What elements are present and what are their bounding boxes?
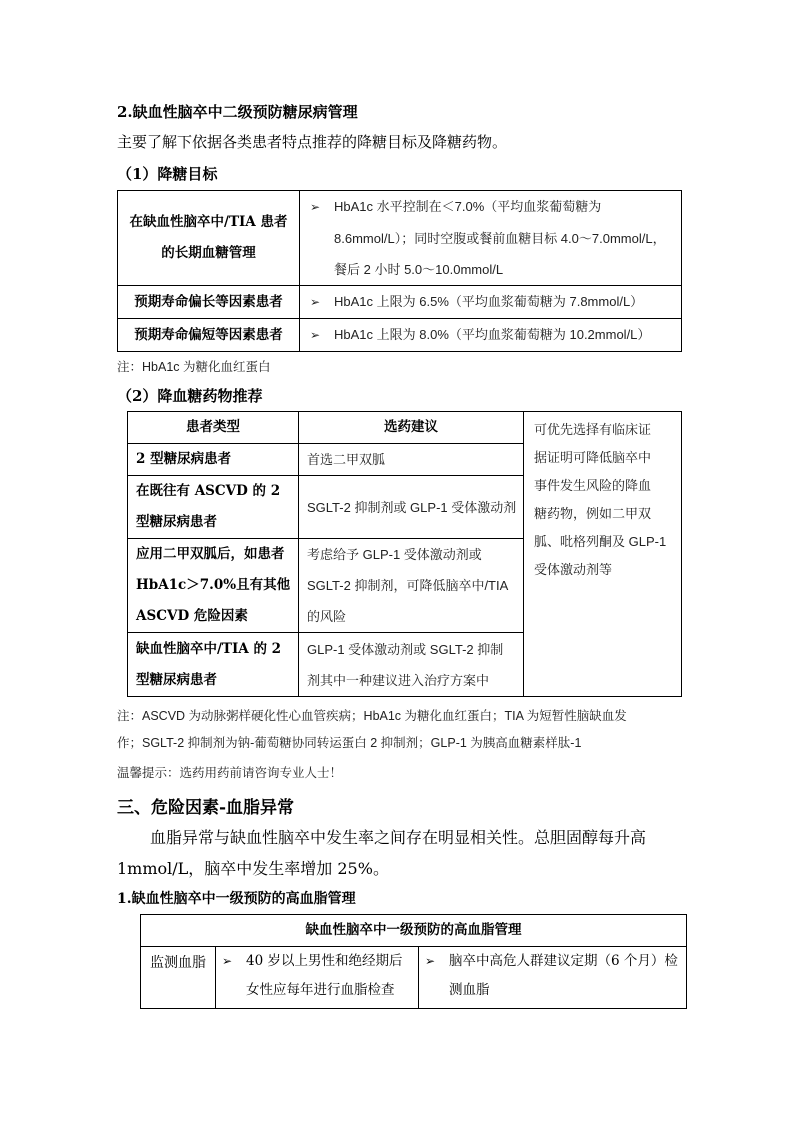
table-header-cell — [128, 412, 299, 444]
drug-recommendation-table — [127, 411, 682, 697]
row-label: 监测血脂 — [150, 955, 206, 971]
patient-type-line: ASCVD 危险因素 — [136, 608, 248, 624]
tip-text: 温馨提示：选药用药前请咨询专业人士！ — [117, 765, 343, 780]
column-header: 患者类型 — [186, 419, 240, 435]
patient-type-line: 2 型糖尿病患者 — [136, 451, 232, 467]
row-label-line: 的长期血糖管理 — [161, 245, 256, 261]
patient-type-line: 应用二甲双胍后，如患者 — [136, 546, 285, 562]
value-line: 脑卒中高危人群建议定期（6 个月）检 — [449, 953, 678, 969]
advice-cell — [299, 476, 524, 539]
table-cell-value — [300, 191, 682, 286]
arrow-bullet-icon: ➢ — [425, 954, 436, 968]
advice-cell — [299, 539, 524, 633]
subheading-lipid: 1.缺血性脑卒中一级预防的高血脂管理 — [117, 891, 356, 907]
table-note-line: 作；SGLT-2 抑制剂为钠-葡萄糖协同转运蛋白 2 抑制剂；GLP-1 为胰高血糖素样肽-1 — [117, 736, 582, 750]
table-cell-value — [216, 947, 419, 1009]
side-note-line: 糖药物，例如二甲双 — [534, 506, 652, 521]
row-label-line: 预期寿命偏短等因素患者 — [134, 326, 283, 343]
value-line: 测血脂 — [449, 982, 490, 998]
row-label-line: 预期寿命偏长等因素患者 — [134, 293, 283, 310]
table-title-cell — [141, 915, 687, 947]
side-note-line: 据证明可降低脑卒中 — [534, 450, 652, 465]
patient-type-line: HbA1c＞7.0%且有其他 — [136, 577, 291, 593]
patient-type-cell — [128, 539, 299, 633]
value-line: HbA1c 上限为 8.0%（平均血浆葡萄糖为 10.2mmol/L） — [334, 327, 651, 342]
arrow-bullet-icon: ➢ — [310, 200, 321, 214]
patient-type-line: 在既往有 ASCVD 的 2 — [136, 483, 281, 499]
patient-type-line: 型糖尿病患者 — [136, 671, 217, 688]
table-cell-label — [118, 286, 300, 319]
advice-line: SGLT-2 抑制剂，可降低脑卒中/TIA — [307, 578, 509, 593]
subheading-glucose-target: （1）降糖目标 — [117, 165, 218, 183]
patient-type-cell — [128, 633, 299, 697]
table-cell-value — [300, 286, 682, 319]
row-label-line: 在缺血性脑卒中/TIA 患者 — [129, 214, 288, 230]
patient-type-line: 型糖尿病患者 — [136, 514, 217, 530]
value-line: 女性应每年进行血脂检查 — [246, 982, 395, 998]
patient-type-cell — [128, 476, 299, 539]
table-cell-value — [300, 319, 682, 352]
table-cell-label — [141, 947, 216, 1009]
section-heading: 2.缺血性脑卒中二级预防糖尿病管理 — [117, 103, 358, 121]
paragraph-line: 1mmol/L，脑卒中发生率增加 25%。 — [117, 859, 389, 878]
advice-line: SGLT-2 抑制剂或 GLP-1 受体激动剂 — [307, 499, 517, 515]
lipid-management-table — [140, 914, 687, 1009]
side-note-line: 可优先选择有临床证 — [534, 422, 652, 437]
table-header-cell — [299, 412, 524, 444]
section-heading: 三、危险因素-血脂异常 — [117, 798, 295, 818]
advice-line: 考虑给予 GLP-1 受体激动剂或 — [307, 547, 482, 562]
advice-cell — [299, 633, 524, 697]
advice-cell — [299, 444, 524, 476]
subheading-drug-recommendation: （2）降血糖药物推荐 — [117, 387, 263, 405]
side-note-line: 受体激动剂等 — [534, 562, 613, 577]
table-title: 缺血性脑卒中一级预防的高血脂管理 — [305, 922, 522, 938]
side-note-line: 事件发生风险的降血 — [534, 478, 652, 493]
value-line: 餐后 2 小时 5.0～10.0mmol/L — [334, 262, 504, 277]
table-cell-label — [118, 191, 300, 286]
glucose-target-table — [117, 190, 682, 352]
advice-line: 的风险 — [307, 609, 347, 624]
table-note-line: 注：ASCVD 为动脉粥样硬化性心血管疾病；HbA1c 为糖化血红蛋白；TIA 为短暂性脑缺血发 — [117, 709, 627, 723]
patient-type-line: 缺血性脑卒中/TIA 的 2 — [136, 640, 282, 657]
value-line: 8.6mmol/L）；同时空腹或餐前血糖目标 4.0～7.0mmol/L， — [334, 231, 666, 246]
table-note: 注：HbA1c 为糖化血红蛋白 — [117, 360, 271, 374]
advice-line: 首选二甲双胍 — [307, 452, 386, 467]
arrow-bullet-icon: ➢ — [310, 295, 321, 309]
patient-type-cell — [128, 444, 299, 476]
side-note-line: 胍、吡格列酮及 GLP-1 — [534, 534, 667, 549]
table-cell-label — [118, 319, 300, 352]
arrow-bullet-icon: ➢ — [222, 954, 233, 968]
advice-line: GLP-1 受体激动剂或 SGLT-2 抑制 — [307, 641, 504, 657]
arrow-bullet-icon: ➢ — [310, 328, 321, 342]
side-note-cell — [524, 412, 682, 697]
value-line: 40 岁以上男性和绝经期后 — [246, 953, 403, 969]
table-cell-value — [419, 947, 687, 1009]
advice-line: 剂其中一种建议进入治疗方案中 — [307, 672, 490, 688]
value-line: HbA1c 上限为 6.5%（平均血浆葡萄糖为 7.8mmol/L） — [334, 294, 644, 309]
value-line: HbA1c 水平控制在＜7.0%（平均血浆葡萄糖为 — [334, 199, 602, 214]
intro-paragraph: 主要了解下依据各类患者特点推荐的降糖目标及降糖药物。 — [117, 133, 508, 151]
paragraph-line: 血脂异常与缺血性脑卒中发生率之间存在明显相关性。总胆固醇每升高 — [150, 828, 647, 847]
column-header: 选药建议 — [384, 419, 438, 435]
